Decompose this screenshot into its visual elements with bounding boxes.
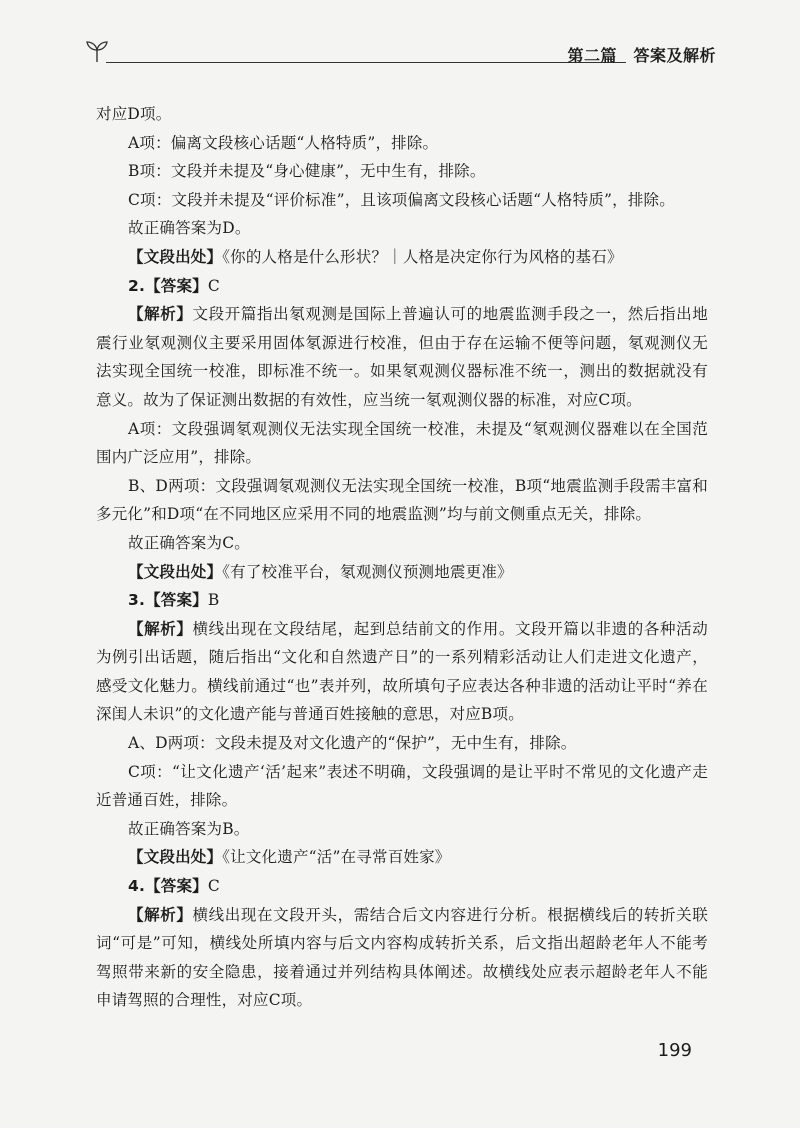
paragraph-text: B、D两项：文段强调氡观测仪无法实现全国统一校准，B项“地震监测手段需丰富和多元化”和D项“在不同地区应采用不同的地震监测”均与前文侧重点无关，排除。	[96, 476, 708, 524]
paragraph-label: 3.【答案】	[128, 591, 208, 610]
header-title: 第二篇 答案及解析	[567, 46, 716, 65]
paragraph	[96, 758, 708, 815]
paragraph-text: C	[207, 877, 220, 896]
paragraph	[96, 472, 708, 529]
paragraph	[96, 157, 708, 186]
paragraph-text: 《你的人格是什么形状？｜人格是决定你行为风格的基石》	[222, 247, 623, 266]
paragraph	[96, 901, 708, 1015]
paragraph-text: C项：“让文化遗产‘活’起来”表述不明确，文段强调的是让平时不常见的文化遗产走近普通百姓，排除。	[96, 762, 708, 810]
paragraph	[96, 186, 708, 215]
paragraph-text: C	[207, 276, 220, 295]
paragraph-text: C项：文段并未提及“评价标准”，且该项偏离文段核心话题“人格特质”，排除。	[128, 190, 675, 209]
paragraph	[96, 415, 708, 472]
paragraph-text: A、D两项：文段未提及对文化遗产的“保护”，无中生有，排除。	[128, 734, 577, 753]
paragraph-label: 【文段出处】	[128, 562, 223, 581]
paragraph	[96, 586, 708, 615]
paragraph	[96, 729, 708, 758]
paragraph-text: 故正确答案为B。	[128, 819, 250, 838]
paragraph-label: 【文段出处】	[128, 247, 223, 266]
paragraph	[96, 272, 708, 301]
paragraph	[96, 872, 708, 901]
paragraph-text: 《有了校准平台，氡观测仪预测地震更准》	[222, 562, 513, 581]
paragraph	[96, 100, 708, 129]
paragraph-text: 对应D项。	[96, 105, 172, 123]
paragraph-text: B项：文段并未提及“身心健康”，无中生有，排除。	[128, 162, 486, 181]
paragraph-text: 故正确答案为D。	[128, 219, 251, 238]
paragraph-label: 2.【答案】	[128, 276, 208, 295]
paragraph	[96, 214, 708, 243]
paragraph-label: 【文段出处】	[128, 848, 223, 867]
paragraph	[96, 529, 708, 558]
paragraph-label: 【解析】	[128, 905, 193, 924]
paragraph-text: 横线出现在文段开头，需结合后文内容进行分析。根据横线后的转折关联词“可是”可知，横线处所填内容与后文内容构成转折关系，后文指出超龄老年人不能考驾照带来新的安全隐患，接着通过并列结构具体阐述。故横线处应表示超龄老年人不能申请驾照的合理性，对应C项。	[96, 905, 708, 1010]
paragraph-label: 【解析】	[128, 305, 193, 324]
paragraph	[96, 129, 708, 158]
paragraph-text: A项：偏离文段核心话题“人格特质”，排除。	[128, 133, 439, 152]
paragraph-label: 【解析】	[128, 619, 193, 638]
paragraph-text: 《让文化遗产“活”在寻常百姓家》	[222, 848, 451, 867]
paragraph-text: A项：文段强调氡观测仪无法实现全国统一校准，未提及“氡观测仪器难以在全国范围内广泛应用”，排除。	[96, 419, 708, 467]
paragraph	[96, 300, 708, 414]
page-number: 199	[657, 1040, 692, 1061]
paragraph-text: 故正确答案为C。	[128, 533, 250, 552]
paragraph-text: B	[207, 591, 220, 610]
answer-content	[96, 100, 708, 1015]
sprout-icon	[84, 38, 110, 64]
paragraph	[96, 815, 708, 844]
paragraph-text: 文段开篇指出氡观测是国际上普遍认可的地震监测手段之一，然后指出地震行业氡观测仪主要采用固体氡源进行校准，但由于存在运输不便等问题，氡观测仪无法实现全国统一校准，即标准不统一。如果氡观测仪器标准不统一，测出的数据就没有意义。故为了保证测出数据的有效性，应当统一氡观测仪器的标准，对应C项。	[96, 305, 708, 409]
paragraph-label: 4.【答案】	[128, 877, 208, 896]
paragraph	[96, 558, 708, 587]
paragraph-text: 横线出现在文段结尾，起到总结前文的作用。文段开篇以非遗的各种活动为例引出话题，随后指出“文化和自然遗产日”的一系列精彩活动让人们走进文化遗产，感受文化魅力。横线前通过“也”表并列，故所填句子应表达各种非遗的活动让平时“养在深闺人未识”的文化遗产能与普通百姓接触的意思，对应B项。	[96, 619, 708, 724]
paragraph	[96, 615, 708, 729]
paragraph	[96, 243, 708, 272]
paragraph	[96, 843, 708, 872]
page-header	[84, 34, 716, 70]
header-rule	[106, 62, 626, 63]
